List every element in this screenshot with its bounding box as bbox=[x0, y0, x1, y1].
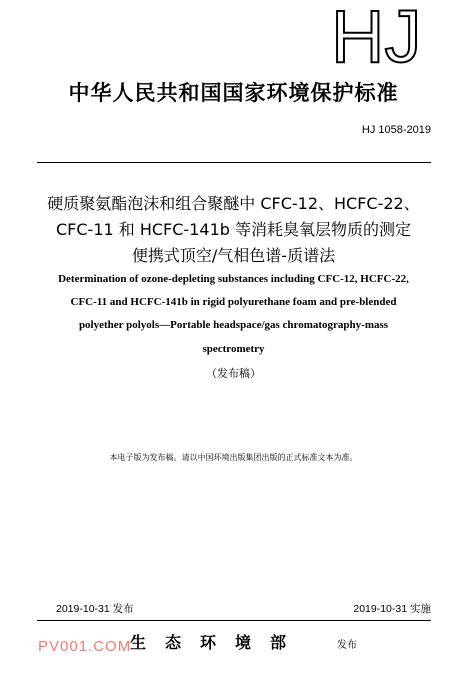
hj-logo bbox=[331, 4, 431, 66]
draft-status-note: （发布稿） bbox=[206, 367, 261, 380]
implementation-date: 2019-10-31 实施 bbox=[353, 603, 431, 615]
english-title-line-1: Determination of ozone-depleting substances including CFC-12, HCFC-22, bbox=[58, 273, 409, 285]
issuing-ministry: 生态环境部 bbox=[130, 633, 306, 652]
english-title-line-2: CFC-11 and HCFC-141b in rigid polyurethane foam and pre-blended bbox=[70, 296, 397, 308]
watermark: PV001.COM bbox=[38, 638, 132, 655]
standard-number: HJ 1058-2019 bbox=[361, 124, 431, 136]
english-title-line-3: polyether polyols—Portable headspace/gas chromatography-mass bbox=[78, 319, 389, 331]
issued-label: 发布 bbox=[337, 640, 357, 651]
chinese-title-line-2: CFC-11 和 HCFC-141b 等消耗臭氧层物质的测定 bbox=[56, 220, 411, 239]
chinese-title-line-1: 硬质聚氨酯泡沫和组合聚醚中 CFC-12、HCFC-22、 bbox=[47, 194, 420, 213]
electronic-version-notice: 本电子版为发布稿。请以中国环境出版集团出版的正式标准文本为准。 bbox=[109, 453, 358, 462]
bottom-divider bbox=[37, 620, 431, 621]
chinese-title-line-3: 便携式顶空/气相色谱-质谱法 bbox=[131, 246, 336, 265]
release-date: 2019-10-31 发布 bbox=[56, 603, 134, 615]
hj-logo-text: HJ bbox=[331, 4, 422, 66]
english-title-line-4: spectrometry bbox=[202, 343, 265, 355]
top-divider bbox=[37, 162, 431, 163]
org-title: 中华人民共和国国家环境保护标准 bbox=[68, 81, 399, 105]
